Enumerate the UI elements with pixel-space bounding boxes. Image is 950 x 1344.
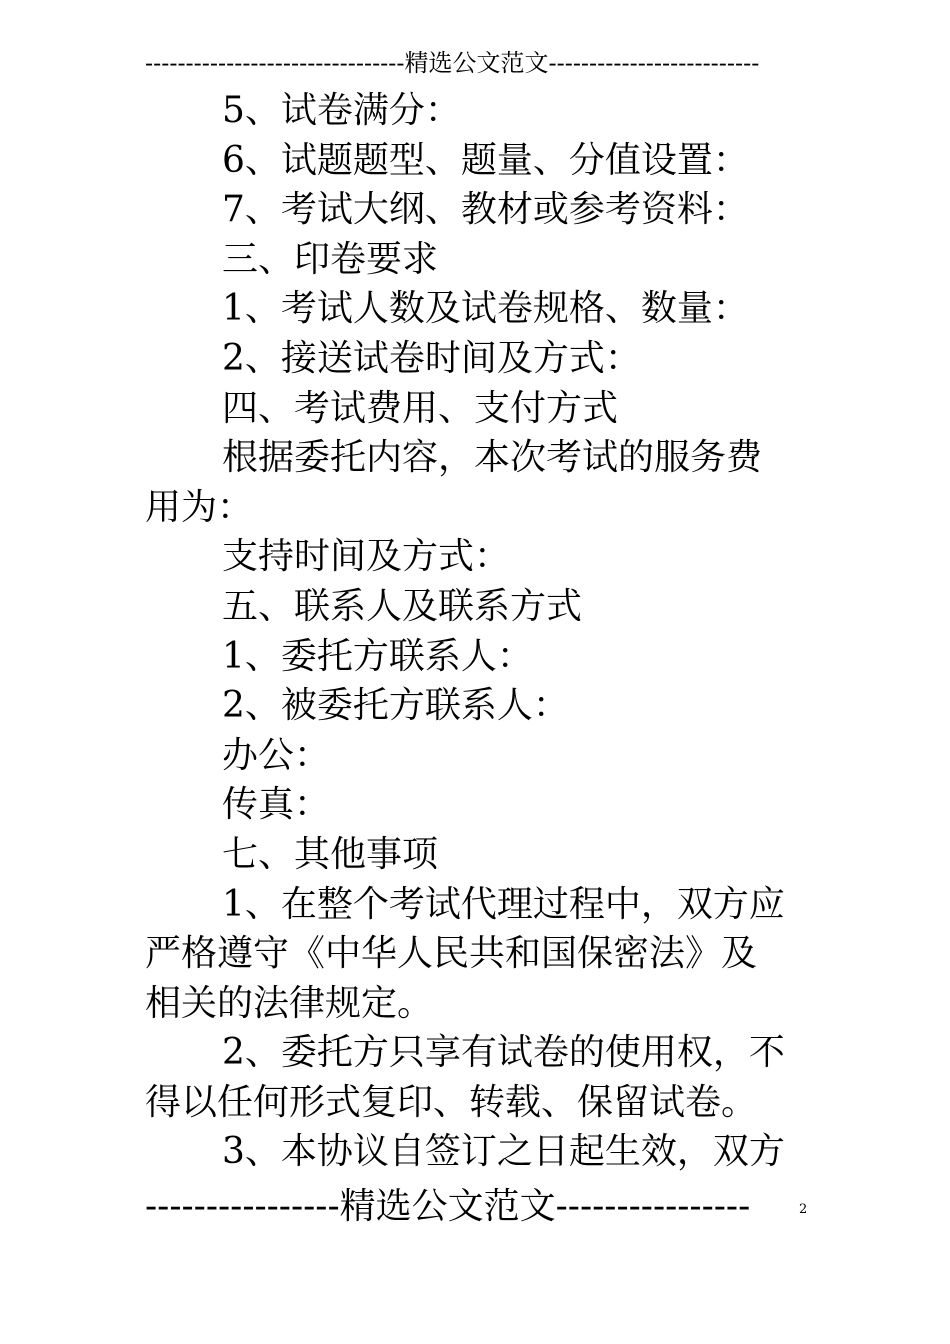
body-line: 6、试题题型、题量、分值设置：: [222, 139, 749, 181]
body-line: 1、在整个考试代理过程中，双方应: [222, 883, 785, 925]
body-line: 支持时间及方式：: [222, 536, 511, 578]
body-line: 3、本协议自签订之日起生效，双方: [222, 1131, 785, 1173]
body-line: 2、被委托方联系人：: [222, 685, 569, 727]
body-line: 根据委托内容，本次考试的服务费: [222, 437, 763, 479]
body-line: 得以任何形式复印、转载、保留试卷。: [145, 1081, 758, 1123]
body-line: 5、试卷满分：: [222, 90, 461, 131]
document-body: [145, 86, 825, 1177]
body-line: 办公：: [222, 734, 331, 776]
section-heading: 四、考试费用、支付方式: [222, 387, 619, 429]
section-heading: 五、联系人及联系方式: [222, 585, 583, 627]
body-line: 严格遵守《中华人民共和国保密法》及: [145, 933, 758, 975]
section-heading: 七、其他事项: [222, 833, 439, 875]
body-line: 传真：: [222, 784, 331, 826]
page-footer: ----------------精选公文范文----------------: [145, 1186, 751, 1227]
body-line: 1、考试人数及试卷规格、数量：: [222, 288, 749, 330]
body-line: 1、委托方联系人：: [222, 635, 533, 677]
body-line: 相关的法律规定。: [145, 982, 434, 1024]
body-line: 用为：: [145, 486, 254, 528]
page-header: --------------------------------精选公文范文--------------------------: [145, 49, 760, 77]
body-line: 2、委托方只享有试卷的使用权，不: [222, 1032, 785, 1074]
section-heading: 三、印卷要求: [222, 238, 439, 280]
body-line: 7、考试大纲、教材或参考资料：: [222, 189, 749, 231]
body-line: 2、接送试卷时间及方式：: [222, 337, 641, 379]
page-number: 2: [799, 1202, 808, 1217]
